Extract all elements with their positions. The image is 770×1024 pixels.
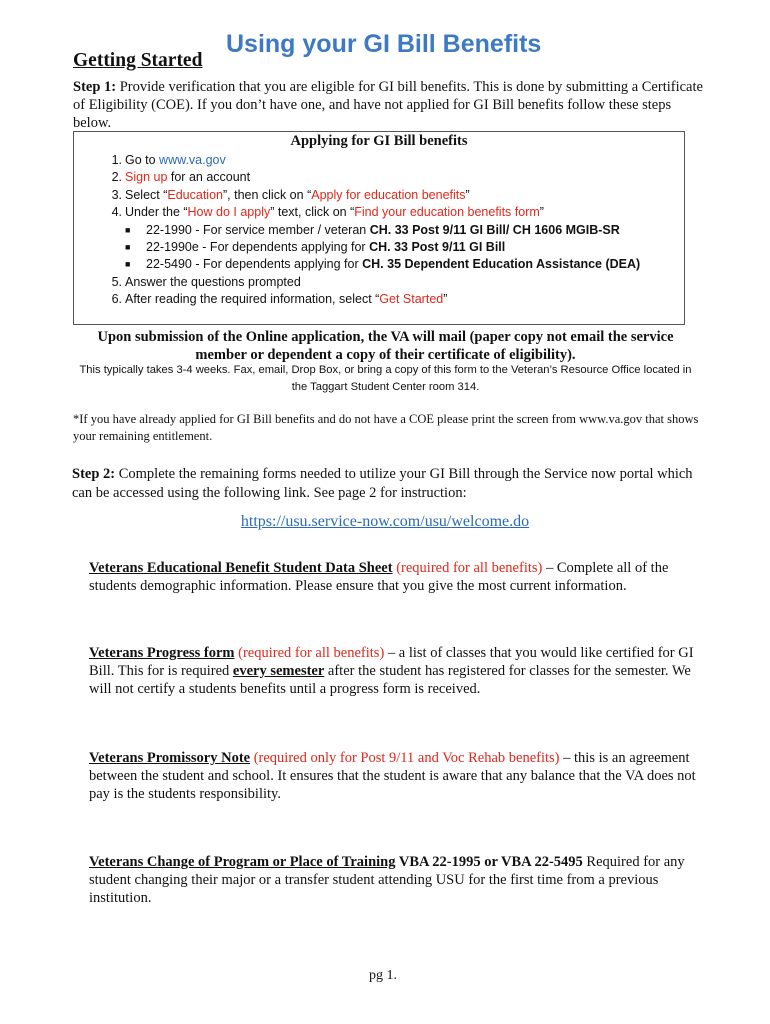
list-item: 5. Answer the questions prompted [111,274,301,289]
list-item: 1. Go to www.va.gov [111,153,226,167]
form-description: – Complete all of the students demographic information. Please ensure that you give the most current information. [89,560,669,594]
list-item: 6. After reading the required information, select “Get Started” [111,292,448,307]
form-name: Veterans Promissory Note [89,750,251,766]
applying-steps-list [74,152,684,309]
list-subitem: ■ 22-5490 - For dependents applying for CH. 35 Dependent Education Assistance (DEA) [74,256,684,273]
step1-paragraph [73,78,703,132]
apply-education-benefits-link[interactable]: Apply for education benefits [311,187,466,202]
form-codes: VBA 22-1995 or VBA 22-5495 [395,854,583,870]
list-subitem: ■ 22-1990e - For dependents applying for CH. 33 Post 9/11 GI Bill [74,239,684,256]
step1-text: Provide verification that you are eligible for GI bill benefits. This is done by submitting a Certificate of Eligibility (COE). If you don’t have one, and have not applied for GI Bill benefits follow these steps below. [73,79,703,131]
form-name: Veterans Change of Program or Place of Training [89,854,396,870]
form-description: – this is an agreement between the student and school. It ensures that the student is aware that any balance that the VA does not pay is the students responsibility. [89,750,696,802]
square-bullet-icon: ■ [125,259,131,270]
sign-up-link[interactable]: Sign up [125,170,168,185]
form-name: Veterans Progress form [89,645,235,661]
applying-box-title: Applying for GI Bill benefits [290,133,468,149]
processing-time-note: This typically takes 3-4 weeks. Fax, email, Drop Box, or bring a copy of this form to the Veteran’s Resource Office located in the Taggart Student Center room 314. [79,364,692,393]
va-gov-link[interactable]: www.va.gov [159,153,226,167]
step2-text: Complete the remaining forms needed to utilize your GI Bill through the Service now portal which can be accessed using the following link. See page 2 for instruction: [72,466,693,501]
form-change-of-program [89,853,709,907]
page-title: Using your GI Bill Benefits [226,30,542,58]
find-benefits-form-link[interactable]: Find your education benefits form [354,205,540,220]
form-student-data-sheet [89,559,709,595]
section-heading-getting-started: Getting Started [73,50,203,71]
list-item: 3. Select “Education”, then click on “Apply for education benefits” [111,187,470,202]
applying-box [73,131,685,325]
get-started-link[interactable]: Get Started [379,292,444,307]
square-bullet-icon: ■ [125,224,131,235]
education-link[interactable]: Education [167,187,223,202]
square-bullet-icon: ■ [125,241,131,252]
form-requirement: (required only for Post 9/11 and Voc Rehab benefits) [253,750,560,766]
step2-paragraph [72,465,712,503]
how-do-i-apply-text: How do I apply [187,205,271,220]
form-requirement: (required for all benefits) [238,645,385,661]
form-requirement: (required for all benefits) [396,560,543,576]
list-item: 2. Sign up for an account [111,170,251,185]
form-description: Required for any student changing their major or a transfer student attending USU for the first time from a previous institution. [89,854,685,906]
list-subitem: ■ 22-1990 - For service member / veteran CH. 33 Post 9/11 GI Bill/ CH 1606 MGIB-SR [74,222,684,239]
form-progress: Veterans Progress form (required for all benefits) – a list of classes that you would like certified for GI Bill. This for is required every semester after the student has registered for classes for the semester. We will not certify a students benefits until a progress form is received. [89,645,694,697]
list-item: 4. Under the “How do I apply” text, click on “Find your education benefits form” [111,205,544,220]
form-promissory-note [89,749,709,803]
step1-label: Step 1: [73,79,117,95]
step2-label: Step 2: [72,466,116,482]
emphasis-every-semester: every semester [232,663,325,679]
page-number: pg 1. [369,968,397,983]
already-applied-note: *If you have already applied for GI Bill benefits and do not have a COE please print the screen from www.va.gov that shows your remaining entitlement. [73,412,699,443]
form-name: Veterans Educational Benefit Student Data Sheet [89,560,393,576]
service-now-portal-link[interactable]: https://usu.service-now.com/usu/welcome.do [240,513,530,530]
upon-submission-note: Upon submission of the Online application, the VA will mail (paper copy not email the service member or dependent a copy of their certificate of eligibility). [97,329,674,363]
